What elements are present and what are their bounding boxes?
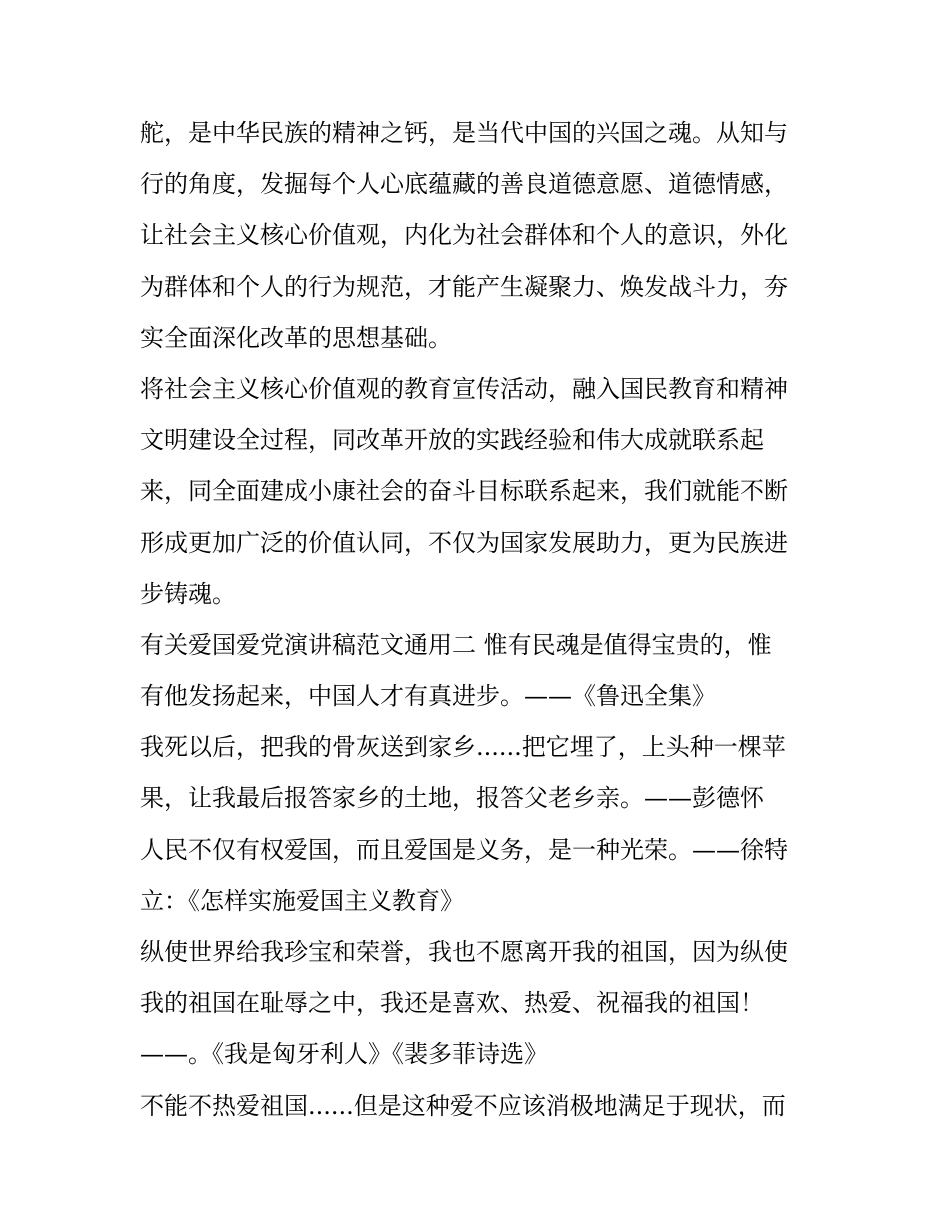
text-line: 将社会主义核心价值观的教育宣传活动，融入国民教育和精神 xyxy=(140,374,788,403)
document-body xyxy=(140,108,830,1132)
text-line: 步铸魂。 xyxy=(140,579,236,608)
text-line: 行的角度，发掘每个人心底蕴藏的善良道德意愿、道德情感， xyxy=(140,170,788,199)
text-line: 人民不仅有权爱国，而且爱国是义务，是一种光荣。——徐特 xyxy=(140,835,788,864)
text-line: 让社会主义核心价值观，内化为社会群体和个人的意识，外化 xyxy=(140,221,788,250)
text-line: 实全面深化改革的思想基础。 xyxy=(140,323,452,352)
text-line: 纵使世界给我珍宝和荣誉，我也不愿离开我的祖国，因为纵使 xyxy=(140,938,788,966)
text-line: 不能不热爱祖国......但是这种爱不应该消极地满足于现状，而 xyxy=(140,1091,786,1120)
text-line: 为群体和个人的行为规范，才能产生凝聚力、焕发战斗力，夯 xyxy=(140,272,788,301)
text-line: 文明建设全过程，同改革开放的实践经验和伟大成就联系起 xyxy=(140,426,764,455)
text-line: 舵，是中华民族的精神之钙，是当代中国的兴国之魂。从知与 xyxy=(140,119,788,147)
text-line: 形成更加广泛的价值认同，不仅为国家发展助力，更为民族进 xyxy=(140,528,788,557)
text-line: 有他发扬起来，中国人才有真进步。——《鲁迅全集》 xyxy=(140,682,716,711)
text-line: 立：《怎样实施爱国主义教育》 xyxy=(140,886,464,915)
text-line: 果，让我最后报答家乡的土地，报答父老乡亲。——彭德怀 xyxy=(140,784,764,813)
text-line: 我死以后，把我的骨灰送到家乡......把它埋了，上头种一棵苹 xyxy=(140,733,786,762)
text-line: ——。《我是匈牙利人》《裴多菲诗选》 xyxy=(140,1040,548,1069)
text-line: 我的祖国在耻辱之中，我还是喜欢、热爱、祝福我的祖国！ xyxy=(140,989,764,1018)
text-line: 来，同全面建成小康社会的奋斗目标联系起来，我们就能不断 xyxy=(140,477,788,506)
text-line: 有关爱国爱党演讲稿范文通用二 惟有民魂是值得宝贵的，惟 xyxy=(140,630,772,659)
